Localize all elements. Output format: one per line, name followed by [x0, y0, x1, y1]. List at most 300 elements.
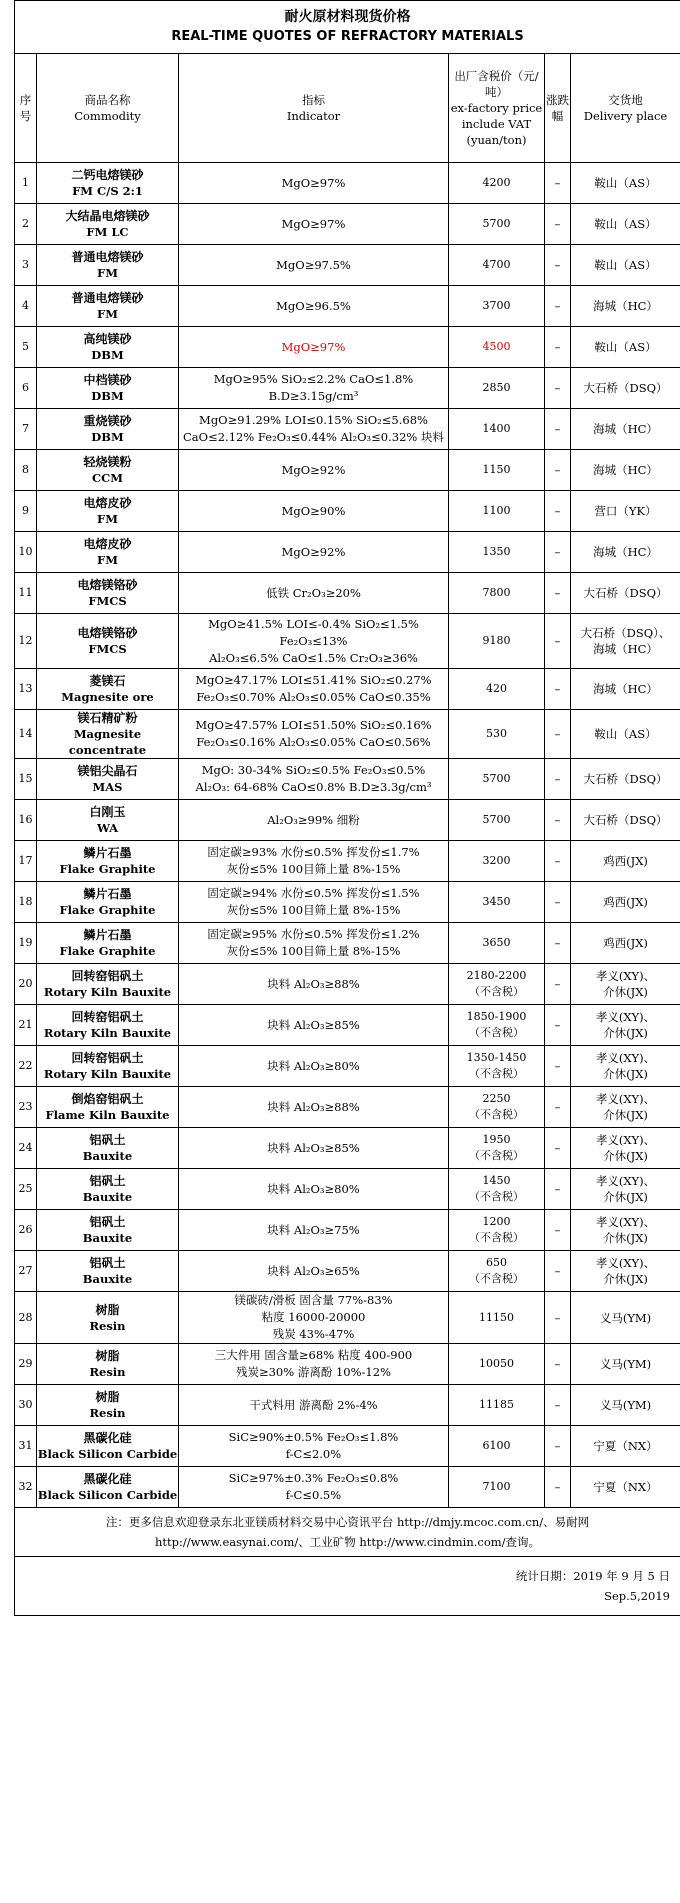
table-row	[15, 1087, 680, 1128]
row-no: 6	[15, 368, 37, 409]
indicator-line-1: MgO≥95% SiO₂≤2.2% CaO≤1.8%	[213, 372, 414, 386]
table-row	[15, 163, 680, 204]
indicator-line-1: 块料 Al₂O₃≥85%	[267, 1140, 360, 1155]
commodity-en: FMCS	[88, 594, 127, 608]
row-indicator	[179, 710, 449, 759]
row-no: 7	[15, 409, 37, 450]
indicator-line-1: 块料 Al₂O₃≥85%	[267, 1017, 360, 1032]
row-price	[449, 1046, 545, 1087]
row-price	[449, 1292, 545, 1344]
row-no: 12	[15, 614, 37, 669]
price-value: 10050	[479, 1357, 514, 1370]
indicator-line-1: 块料 Al₂O₃≥80%	[267, 1058, 360, 1073]
row-delivery	[571, 710, 680, 759]
indicator-line-1: MgO≥47.57% LOI≤51.50% SiO₂≤0.16%	[195, 718, 432, 732]
header-delivery-en: Delivery place	[583, 109, 668, 123]
header-commodity	[37, 54, 179, 163]
commodity-en: Black Silicon Carbide	[37, 1447, 178, 1461]
indicator-line-1: MgO≥41.5% LOI≤-0.4% SiO₂≤1.5%	[208, 616, 419, 631]
delivery-place-1: 义马(YM)	[599, 1310, 652, 1325]
table-row	[15, 327, 680, 368]
row-delivery	[571, 286, 680, 327]
commodity-en: FM	[97, 266, 118, 280]
row-price	[449, 964, 545, 1005]
indicator-line-1: MgO≥97%	[281, 216, 346, 231]
row-delivery	[571, 204, 680, 245]
row-no: 5	[15, 327, 37, 368]
table-row	[15, 710, 680, 759]
table-row	[15, 669, 680, 710]
row-no: 26	[15, 1210, 37, 1251]
row-commodity	[37, 1292, 179, 1344]
row-indicator	[179, 882, 449, 923]
price-note: （不含税）	[469, 1190, 524, 1203]
price-value: 5700	[482, 217, 511, 230]
indicator-line-2: Fe₂O₃≤0.16% Al₂O₃≤0.05% CaO≤0.56%	[196, 735, 431, 749]
row-no: 1	[15, 163, 37, 204]
commodity-en: Flake Graphite	[59, 944, 156, 958]
row-change: –	[545, 409, 571, 450]
row-change: –	[545, 1426, 571, 1467]
table-row	[15, 800, 680, 841]
price-value: 11150	[479, 1310, 514, 1324]
row-indicator	[179, 245, 449, 286]
indicator-line-1: MgO≥97%	[281, 339, 346, 354]
row-delivery	[571, 1128, 680, 1169]
indicator-line-1: 块料 Al₂O₃≥65%	[267, 1263, 360, 1278]
row-delivery	[571, 1005, 680, 1046]
row-change: –	[545, 1292, 571, 1344]
row-change: –	[545, 1251, 571, 1292]
row-commodity	[37, 1169, 179, 1210]
table-row	[15, 1169, 680, 1210]
row-price	[449, 491, 545, 532]
row-commodity	[37, 669, 179, 710]
row-no: 18	[15, 882, 37, 923]
row-no: 8	[15, 450, 37, 491]
row-price	[449, 532, 545, 573]
row-commodity	[37, 1005, 179, 1046]
price-value: 530	[486, 727, 507, 740]
row-change: –	[545, 204, 571, 245]
commodity-cn: 鳞片石墨	[83, 928, 132, 942]
row-price	[449, 669, 545, 710]
commodity-cn: 铝矾土	[89, 1215, 126, 1229]
table-row	[15, 286, 680, 327]
row-commodity	[37, 491, 179, 532]
price-value: 9180	[482, 634, 511, 647]
commodity-cn: 电熔镁铬砂	[77, 626, 138, 640]
table-row	[15, 491, 680, 532]
row-delivery	[571, 614, 680, 669]
row-price	[449, 800, 545, 841]
header-price-cn: 出厂含税价（元/吨）	[454, 69, 539, 99]
commodity-cn: 镁石精矿粉	[77, 711, 138, 725]
header-row	[15, 54, 680, 163]
table-row	[15, 614, 680, 669]
title-en: REAL-TIME QUOTES OF REFRACTORY MATERIALS	[171, 29, 524, 44]
indicator-line-1: 低铁 Cr₂O₃≥20%	[266, 585, 361, 600]
row-price	[449, 614, 545, 669]
row-indicator	[179, 1385, 449, 1426]
row-price	[449, 923, 545, 964]
header-indicator-cn: 指标	[302, 93, 325, 107]
price-value: 7100	[482, 1480, 511, 1493]
row-delivery	[571, 450, 680, 491]
commodity-en: FMCS	[88, 642, 127, 656]
row-no: 30	[15, 1385, 37, 1426]
indicator-line-1: MgO≥47.17% LOI≤51.41% SiO₂≤0.27%	[195, 673, 432, 687]
row-no: 10	[15, 532, 37, 573]
table-row	[15, 532, 680, 573]
row-commodity	[37, 204, 179, 245]
price-note: （不含税）	[469, 1149, 524, 1162]
row-indicator	[179, 614, 449, 669]
commodity-cn: 轻烧镁粉	[83, 455, 132, 469]
row-change: –	[545, 327, 571, 368]
row-indicator	[179, 1426, 449, 1467]
indicator-line-2: 灰份≤5% 100目筛上量 8%-15%	[226, 862, 401, 876]
indicator-line-2: 灰份≤5% 100目筛上量 8%-15%	[226, 903, 401, 917]
commodity-cn: 白刚玉	[89, 805, 126, 819]
table-row	[15, 245, 680, 286]
commodity-en: Bauxite	[82, 1272, 133, 1286]
price-value: 1150	[482, 463, 511, 476]
indicator-line-1: SiC≥90%±0.5% Fe₂O₃≤1.8%	[228, 1430, 399, 1444]
delivery-place-1: 鞍山（AS）	[594, 176, 657, 190]
row-indicator	[179, 759, 449, 800]
indicator-line-1: 块料 Al₂O₃≥88%	[267, 1099, 360, 1114]
row-change: –	[545, 1087, 571, 1128]
row-indicator	[179, 286, 449, 327]
row-indicator	[179, 923, 449, 964]
price-value: 650	[486, 1256, 507, 1269]
commodity-en: Bauxite	[82, 1149, 133, 1163]
commodity-en: WA	[96, 821, 119, 835]
indicator-line-2: CaO≤2.12% Fe₂O₃≤0.44% Al₂O₃≤0.32% 块料	[183, 430, 444, 444]
row-commodity	[37, 368, 179, 409]
row-change: –	[545, 491, 571, 532]
row-indicator	[179, 1128, 449, 1169]
price-value: 5700	[482, 772, 511, 785]
indicator-line-1: MgO≥92%	[281, 544, 346, 559]
row-indicator	[179, 573, 449, 614]
footer-date-cn: 统计日期：2019 年 9 月 5 日	[515, 1569, 671, 1583]
price-value: 6100	[482, 1439, 511, 1452]
row-change: –	[545, 1046, 571, 1087]
indicator-line-1: 干式料用 游离酚 2%-4%	[249, 1397, 378, 1412]
row-price	[449, 841, 545, 882]
table-row	[15, 1292, 680, 1344]
commodity-en: DBM	[91, 430, 124, 444]
row-change: –	[545, 1344, 571, 1385]
row-no: 28	[15, 1292, 37, 1344]
row-delivery	[571, 532, 680, 573]
row-commodity	[37, 614, 179, 669]
price-table	[14, 0, 680, 1616]
row-commodity	[37, 286, 179, 327]
delivery-place-1: 义马(YM)	[599, 1398, 652, 1412]
row-change: –	[545, 710, 571, 759]
row-commodity	[37, 759, 179, 800]
row-no: 23	[15, 1087, 37, 1128]
delivery-place-1: 大石桥（DSQ）	[583, 381, 668, 395]
row-commodity	[37, 800, 179, 841]
row-price	[449, 1087, 545, 1128]
commodity-en: Rotary Kiln Bauxite	[43, 1026, 172, 1040]
commodity-cn: 重烧镁砂	[83, 414, 132, 428]
header-commodity-en: Commodity	[74, 109, 141, 123]
commodity-en: FM	[97, 512, 118, 526]
commodity-en: Flame Kiln Bauxite	[45, 1108, 170, 1122]
commodity-en: Rotary Kiln Bauxite	[43, 985, 172, 999]
table-row	[15, 841, 680, 882]
indicator-line-1: SiC≥97%±0.3% Fe₂O₃≤0.8%	[228, 1471, 399, 1485]
price-value: 3700	[482, 299, 511, 312]
row-price	[449, 163, 545, 204]
row-delivery	[571, 1087, 680, 1128]
indicator-line-1: 固定碳≥95% 水份≤0.5% 挥发份≤1.2%	[207, 927, 420, 941]
commodity-cn: 中档镁砂	[83, 373, 132, 387]
row-delivery	[571, 573, 680, 614]
price-value: 1200	[482, 1215, 511, 1228]
row-price	[449, 1128, 545, 1169]
price-value: 2250	[482, 1092, 511, 1105]
commodity-cn: 鳞片石墨	[83, 846, 132, 860]
indicator-line-2: Fe₂O₃≤0.70% Al₂O₃≤0.05% CaO≤0.35%	[196, 690, 431, 704]
row-commodity	[37, 882, 179, 923]
table-row	[15, 759, 680, 800]
row-no: 17	[15, 841, 37, 882]
indicator-line-3: Al₂O₃≤6.5% CaO≤1.5% Cr₂O₃≥36%	[209, 650, 418, 665]
price-note: （不含税）	[469, 1026, 524, 1039]
table-row	[15, 409, 680, 450]
price-value: 1400	[482, 422, 511, 435]
commodity-en: Black Silicon Carbide	[37, 1488, 178, 1502]
price-value: 3200	[482, 854, 511, 867]
table-row	[15, 204, 680, 245]
commodity-en: FM	[97, 307, 118, 321]
row-price	[449, 409, 545, 450]
row-change: –	[545, 800, 571, 841]
delivery-place-1: 鞍山（AS）	[594, 340, 657, 354]
table-row	[15, 1251, 680, 1292]
row-no: 2	[15, 204, 37, 245]
row-delivery	[571, 1344, 680, 1385]
delivery-place-1: 孝义(XY)、	[595, 1133, 656, 1147]
row-delivery	[571, 1210, 680, 1251]
row-no: 29	[15, 1344, 37, 1385]
delivery-place-1: 孝义(XY)、	[595, 1051, 656, 1065]
delivery-place-1: 营口（YK）	[594, 504, 657, 518]
row-commodity	[37, 923, 179, 964]
table-body	[15, 163, 680, 1508]
delivery-place-1: 宁夏（NX）	[593, 1439, 658, 1453]
commodity-cn: 高纯镁砂	[83, 332, 132, 346]
indicator-line-2: Al₂O₃: 64-68% CaO≤0.8% B.D≥3.3g/cm³	[195, 780, 432, 794]
delivery-place-2: 介休(JX)	[603, 1272, 648, 1286]
indicator-line-2: 灰份≤5% 100目筛上量 8%-15%	[226, 944, 401, 958]
commodity-cn: 回转窑铝矾土	[71, 1010, 144, 1024]
row-delivery	[571, 1385, 680, 1426]
row-no: 22	[15, 1046, 37, 1087]
indicator-line-1: MgO≥96.5%	[276, 298, 351, 313]
delivery-place-2: 介休(JX)	[603, 1026, 648, 1040]
delivery-place-2: 介休(JX)	[603, 985, 648, 999]
row-price	[449, 450, 545, 491]
row-indicator	[179, 800, 449, 841]
indicator-line-2: Fe₂O₃≤13%	[279, 633, 348, 648]
row-commodity	[37, 1046, 179, 1087]
row-indicator	[179, 327, 449, 368]
table-row	[15, 1005, 680, 1046]
table-row	[15, 1128, 680, 1169]
delivery-place-1: 海城（HC）	[593, 422, 658, 436]
commodity-en: DBM	[91, 389, 124, 403]
row-delivery	[571, 491, 680, 532]
delivery-place-1: 义马(YM)	[599, 1357, 652, 1371]
row-change: –	[545, 614, 571, 669]
delivery-place-1: 海城（HC）	[593, 682, 658, 696]
commodity-en: FM	[97, 553, 118, 567]
price-value: 4200	[482, 176, 511, 189]
table-row	[15, 923, 680, 964]
indicator-line-1: MgO≥92%	[281, 462, 346, 477]
price-note: （不含税）	[469, 985, 524, 998]
table-row	[15, 1426, 680, 1467]
row-change: –	[545, 368, 571, 409]
row-price	[449, 286, 545, 327]
indicator-line-2: 粘度 16000-20000	[261, 1310, 366, 1324]
indicator-line-1: MgO≥97%	[281, 175, 346, 190]
commodity-cn: 铝矾土	[89, 1133, 126, 1147]
commodity-en: Bauxite	[82, 1190, 133, 1204]
row-commodity	[37, 1087, 179, 1128]
row-commodity	[37, 710, 179, 759]
row-change: –	[545, 163, 571, 204]
row-no: 3	[15, 245, 37, 286]
delivery-place-1: 海城（HC）	[593, 463, 658, 477]
commodity-cn: 电熔镁铬砂	[77, 578, 138, 592]
delivery-place-2: 介休(JX)	[603, 1149, 648, 1163]
row-price	[449, 882, 545, 923]
note	[15, 1508, 680, 1557]
indicator-line-2: B.D≥3.15g/cm³	[268, 389, 359, 403]
table-row	[15, 1385, 680, 1426]
commodity-cn: 电熔皮砂	[83, 537, 132, 551]
commodity-cn: 电熔皮砂	[83, 496, 132, 510]
price-value: 3450	[482, 895, 511, 908]
note-line1: 注：更多信息欢迎登录东北亚镁质材料交易中心资讯平台 http://dmjy.mcoc.com.cn/、易耐网	[105, 1515, 590, 1529]
row-price	[449, 204, 545, 245]
row-delivery	[571, 245, 680, 286]
price-note: （不含税）	[469, 1108, 524, 1121]
commodity-cn: 鳞片石墨	[83, 887, 132, 901]
row-change: –	[545, 882, 571, 923]
row-no: 16	[15, 800, 37, 841]
price-value: 4700	[482, 258, 511, 271]
row-indicator	[179, 964, 449, 1005]
row-indicator	[179, 1046, 449, 1087]
row-no: 11	[15, 573, 37, 614]
row-change: –	[545, 245, 571, 286]
row-no: 15	[15, 759, 37, 800]
note-line2: http://www.easynai.com/、工业矿物 http://www.cindmin.com/查询。	[154, 1535, 541, 1549]
price-value: 1100	[482, 504, 511, 517]
indicator-line-2: 残炭≥30% 游离酚 10%-12%	[235, 1365, 391, 1379]
indicator-line-1: 三大件用 固含量≥68% 粘度 400-900	[214, 1348, 413, 1362]
table-row	[15, 368, 680, 409]
commodity-cn: 大结晶电熔镁砂	[65, 209, 150, 223]
header-price-en: ex-factory price include VAT (yuan/ton)	[450, 101, 543, 147]
header-change: 涨跌幅	[545, 54, 571, 163]
delivery-place-1: 大石桥（DSQ）、	[580, 626, 671, 640]
price-value: 1850-1900	[466, 1010, 527, 1023]
indicator-line-2: f-C≤0.5%	[285, 1488, 342, 1502]
commodity-en: Resin	[89, 1406, 126, 1420]
delivery-place-2: 介休(JX)	[603, 1190, 648, 1204]
row-change: –	[545, 964, 571, 1005]
price-note: （不含税）	[469, 1272, 524, 1285]
row-indicator	[179, 1087, 449, 1128]
row-price	[449, 573, 545, 614]
row-delivery	[571, 1046, 680, 1087]
row-change: –	[545, 1005, 571, 1046]
row-commodity	[37, 1385, 179, 1426]
row-price	[449, 1344, 545, 1385]
row-indicator	[179, 1467, 449, 1508]
indicator-line-1: MgO≥90%	[281, 503, 346, 518]
row-no: 19	[15, 923, 37, 964]
row-commodity	[37, 163, 179, 204]
delivery-place-1: 鸡西(JX)	[603, 936, 648, 950]
row-indicator	[179, 163, 449, 204]
commodity-en: Flake Graphite	[59, 862, 156, 876]
table-row	[15, 573, 680, 614]
row-delivery	[571, 882, 680, 923]
row-delivery	[571, 327, 680, 368]
price-value: 11185	[479, 1398, 514, 1411]
row-commodity	[37, 1128, 179, 1169]
row-price	[449, 1251, 545, 1292]
row-commodity	[37, 450, 179, 491]
commodity-cn: 镁铝尖晶石	[77, 764, 138, 778]
row-indicator	[179, 204, 449, 245]
row-no: 13	[15, 669, 37, 710]
commodity-en: FM LC	[86, 225, 129, 239]
table-row	[15, 964, 680, 1005]
price-value: 1950	[482, 1133, 511, 1146]
commodity-en: Magnesite concentrate	[68, 727, 147, 757]
row-price	[449, 759, 545, 800]
price-note: （不含税）	[469, 1067, 524, 1080]
delivery-place-1: 孝义(XY)、	[595, 1010, 656, 1024]
row-indicator	[179, 1344, 449, 1385]
row-no: 21	[15, 1005, 37, 1046]
commodity-cn: 普通电熔镁砂	[71, 250, 144, 264]
commodity-cn: 倒焰窑铝矾土	[71, 1092, 144, 1106]
row-delivery	[571, 841, 680, 882]
row-change: –	[545, 286, 571, 327]
row-indicator	[179, 669, 449, 710]
delivery-place-1: 大石桥（DSQ）	[583, 813, 668, 827]
commodity-en: Flake Graphite	[59, 903, 156, 917]
row-indicator	[179, 1005, 449, 1046]
row-no: 20	[15, 964, 37, 1005]
row-price	[449, 368, 545, 409]
delivery-place-1: 孝义(XY)、	[595, 969, 656, 983]
delivery-place-1: 孝义(XY)、	[595, 1256, 656, 1270]
